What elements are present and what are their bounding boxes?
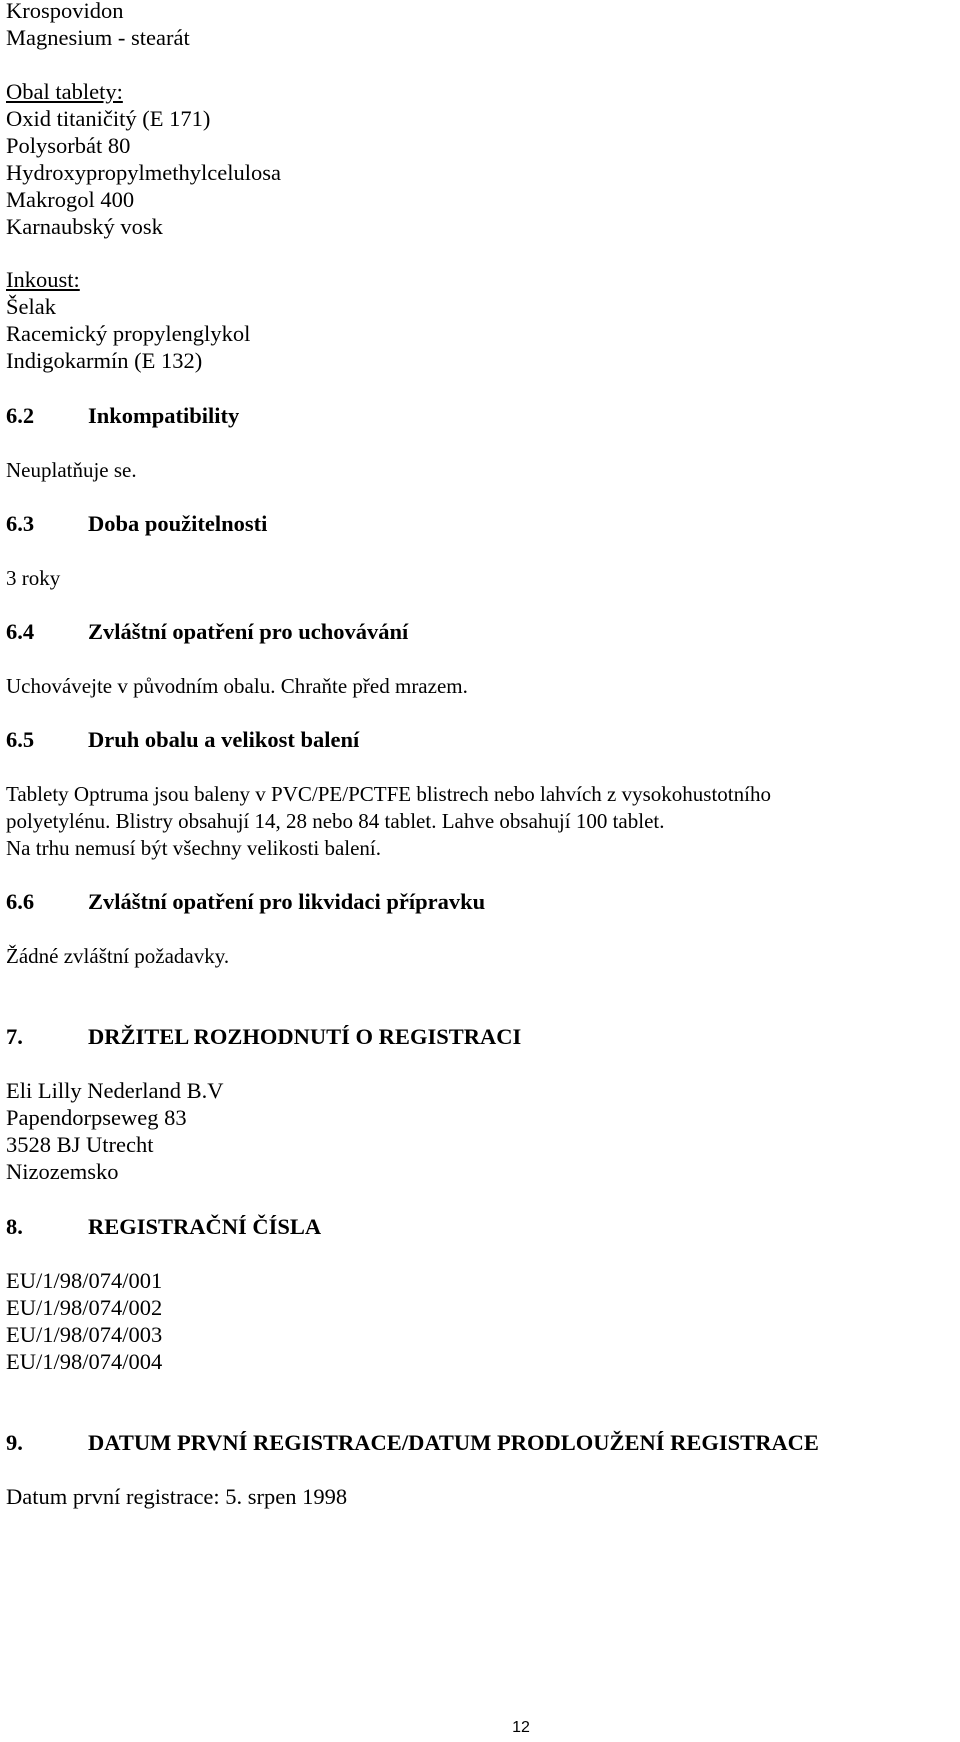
page-number: 12 — [512, 1719, 530, 1736]
section-heading-7: 7. DRŽITEL ROZHODNUTÍ O REGISTRACI — [6, 1024, 522, 1049]
excipient-line: Krospovidon — [6, 0, 124, 23]
ink-item: Indigokarmín (E 132) — [6, 348, 203, 373]
coating-label: Obal tablety: — [6, 79, 123, 104]
section-heading-9: 9. DATUM PRVNÍ REGISTRACE/DATUM PRODLOUŽENÍ REGISTRACE — [6, 1430, 819, 1455]
section-heading-6-4: 6.4 Zvláštní opatření pro uchovávání — [6, 619, 409, 644]
section-body-6-5-line: polyetylénu. Blistry obsahují 14, 28 nebo 84 tablet. Lahve obsahují 100 tablet. — [6, 809, 665, 833]
section-body-6-5-line: Tablety Optruma jsou baleny v PVC/PE/PCTFE blistrech nebo lahvích z vysokohustotního — [6, 782, 771, 806]
registration-number: EU/1/98/074/004 — [6, 1349, 163, 1374]
coating-item: Karnaubský vosk — [6, 214, 163, 239]
holder-address-line: Eli Lilly Nederland B.V — [6, 1078, 224, 1103]
section-heading-6-5: 6.5 Druh obalu a velikost balení — [6, 727, 360, 752]
registration-number: EU/1/98/074/003 — [6, 1322, 163, 1347]
coating-item: Hydroxypropylmethylcelulosa — [6, 160, 281, 185]
section-body-6-6: Žádné zvláštní požadavky. — [6, 944, 230, 968]
section-body-6-4: Uchovávejte v původním obalu. Chraňte před mrazem. — [6, 674, 468, 698]
holder-address-line: Nizozemsko — [6, 1159, 119, 1184]
section-body-6-5-line: Na trhu nemusí být všechny velikosti balení. — [6, 836, 382, 860]
holder-address-line: Papendorpseweg 83 — [6, 1105, 187, 1130]
registration-number: EU/1/98/074/002 — [6, 1295, 163, 1320]
section-body-6-3: 3 roky — [6, 566, 61, 590]
ink-label: Inkoust: — [6, 267, 80, 292]
section-heading-6-2: 6.2 Inkompatibility — [6, 403, 240, 428]
section-heading-8: 8. REGISTRAČNÍ ČÍSLA — [6, 1214, 322, 1239]
holder-address-line: 3528 BJ Utrecht — [6, 1132, 154, 1157]
section-heading-6-3: 6.3 Doba použitelnosti — [6, 511, 268, 536]
ink-item: Racemický propylenglykol — [6, 321, 251, 346]
registration-number: EU/1/98/074/001 — [6, 1268, 163, 1293]
excipient-line: Magnesium - stearát — [6, 25, 190, 50]
section-heading-6-6: 6.6 Zvláštní opatření pro likvidaci přípravku — [6, 889, 486, 914]
section-body-6-2: Neuplatňuje se. — [6, 458, 137, 482]
section-body-9: Datum první registrace: 5. srpen 1998 — [6, 1484, 348, 1509]
ink-item: Šelak — [6, 294, 56, 319]
coating-item: Makrogol 400 — [6, 187, 135, 212]
coating-item: Oxid titaničitý (E 171) — [6, 106, 211, 131]
coating-item: Polysorbát 80 — [6, 133, 131, 158]
